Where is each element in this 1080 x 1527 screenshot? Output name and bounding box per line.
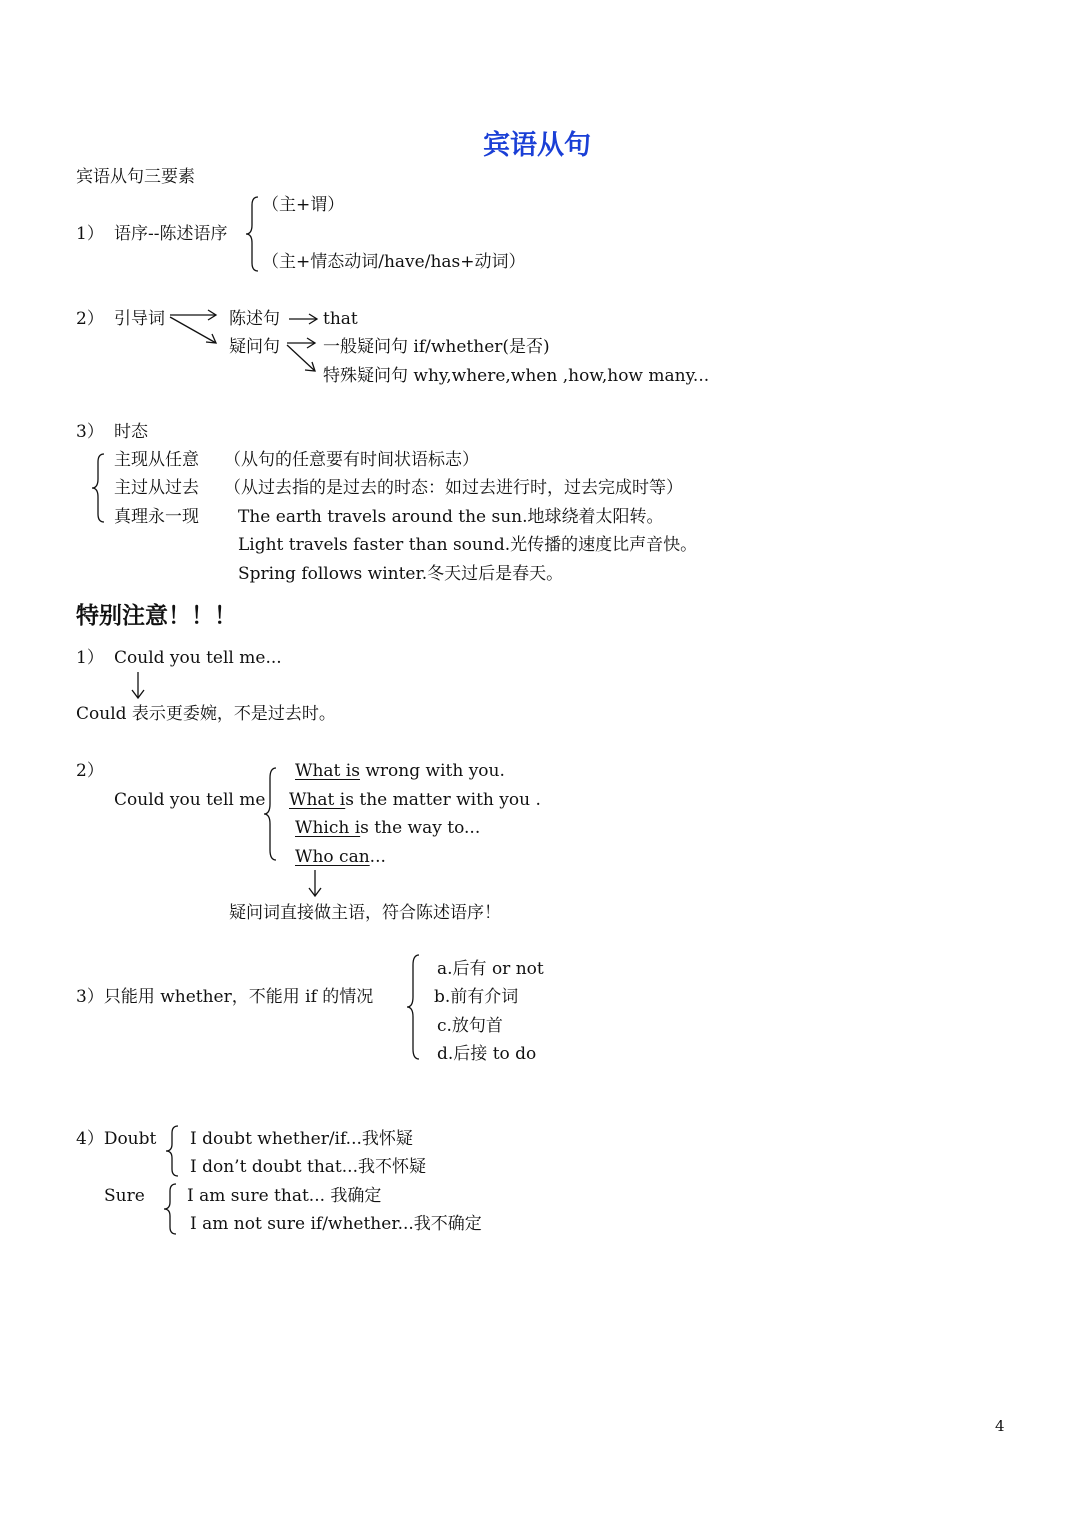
n4-doubt-brace-icon — [164, 1124, 182, 1180]
page-number: 4 — [995, 1417, 1005, 1435]
s3-rule-2: 主过从过去 — [114, 478, 199, 498]
note-heading: 特别注意！！！ — [76, 602, 237, 629]
s1-option-1: （主+谓） — [262, 195, 345, 215]
n2-item: Who can... — [295, 847, 386, 867]
s1-number: 1） — [76, 224, 104, 244]
n1-down-arrow-icon — [128, 670, 148, 702]
s2-arrow-icon — [287, 310, 323, 330]
n4-sure-1: I am sure that... 我确定 — [187, 1186, 382, 1206]
s2-general-question: 一般疑问句 if/whether(是否) — [323, 337, 550, 357]
n2-down-arrow-icon — [305, 868, 325, 900]
n4-sure-2: I am not sure if/whether...我不确定 — [190, 1214, 482, 1234]
n4-sure-label: Sure — [104, 1186, 145, 1206]
n2-item: Which is the way to... — [295, 818, 481, 838]
s1-brace-icon — [244, 195, 262, 273]
n2-item: What is the matter with you . — [289, 790, 541, 810]
s2-declarative: 陈述句 — [229, 309, 280, 329]
s1-label: 语序--陈述语序 — [114, 224, 228, 244]
n2-number: 2） — [76, 761, 104, 781]
s2-special-question: 特殊疑问句 why,where,when ,how,how many... — [323, 366, 710, 386]
n3-item-b: b.前有介词 — [434, 987, 519, 1007]
s2-split-arrows-2-icon — [285, 333, 325, 378]
s3-label: 时态 — [114, 422, 148, 442]
n1-text: Could you tell me... — [114, 648, 282, 668]
page-title: 宾语从句 — [483, 130, 591, 161]
n4-lead: 4）Doubt — [76, 1129, 157, 1149]
n3-item-a: a.后有 or not — [437, 959, 544, 979]
s3-brace-icon — [90, 452, 108, 524]
s2-split-arrows-icon — [168, 305, 228, 350]
s3-example-1: The earth travels around the sun.地球绕着太阳转。 — [238, 507, 664, 527]
n1-number: 1） — [76, 648, 104, 668]
s3-number: 3） — [76, 422, 104, 442]
n2-item: What is wrong with you. — [295, 761, 505, 781]
s3-rule-3: 真理永一现 — [114, 507, 199, 527]
n4-sure-brace-icon — [162, 1182, 180, 1238]
s2-that: that — [323, 309, 358, 329]
s3-rule-1: 主现从任意 — [114, 450, 199, 470]
s3-rule-2-note: （从过去指的是过去的时态：如过去进行时，过去完成时等） — [224, 478, 683, 498]
intro-text: 宾语从句三要素 — [76, 167, 195, 187]
s3-rule-1-note: （从句的任意要有时间状语标志） — [224, 450, 479, 470]
s1-option-2: （主+情态动词/have/has+动词） — [262, 252, 526, 272]
s2-label: 引导词 — [114, 309, 165, 329]
n3-lead: 3）只能用 whether，不能用 if 的情况 — [76, 987, 374, 1007]
s2-interrogative: 疑问句 — [229, 337, 280, 357]
s2-number: 2） — [76, 309, 104, 329]
n2-lead: Could you tell me — [114, 790, 266, 810]
n4-doubt-1: I doubt whether/if...我怀疑 — [190, 1129, 413, 1149]
n2-brace-icon — [262, 766, 280, 862]
s3-example-2: Light travels faster than sound.光传播的速度比声音快。 — [238, 535, 698, 555]
n2-conclusion: 疑问词直接做主语，符合陈述语序！ — [229, 903, 501, 923]
s3-example-3: Spring follows winter.冬天过后是春天。 — [238, 564, 564, 584]
n4-doubt-2: I don’t doubt that...我不怀疑 — [190, 1157, 426, 1177]
n3-item-d: d.后接 to do — [437, 1044, 537, 1064]
n3-brace-icon — [405, 953, 423, 1061]
n1-explanation: Could 表示更委婉，不是过去时。 — [76, 704, 336, 724]
n3-item-c: c.放句首 — [437, 1016, 503, 1036]
